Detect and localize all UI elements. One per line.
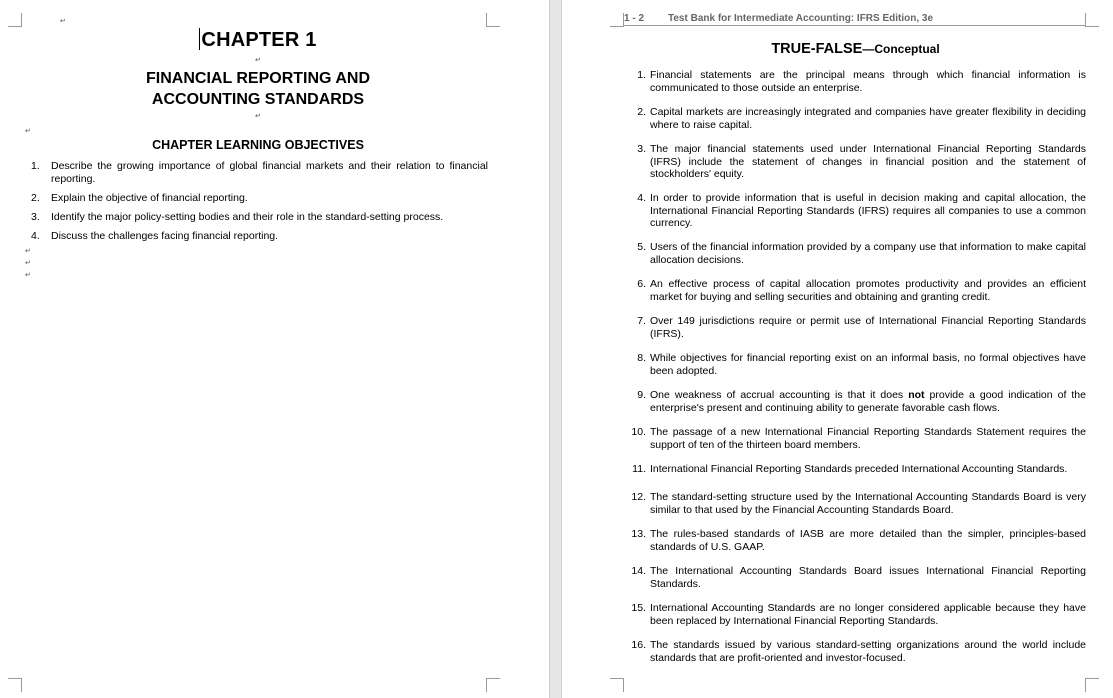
question-number: 6. <box>637 278 646 290</box>
question-number: 4. <box>637 192 646 204</box>
question-item[interactable] <box>624 639 1086 676</box>
crop-mark-top-right <box>486 13 500 27</box>
chapter-title-line-1: FINANCIAL REPORTING AND <box>146 70 370 87</box>
question-text: Users of the financial information provided by a company use that information to make capital allocation decisions. <box>650 241 1086 266</box>
objective-text: Discuss the challenges facing financial reporting. <box>51 230 279 242</box>
question-item[interactable] <box>624 528 1086 565</box>
question-text: Financial statements are the principal means through which financial information is communicated to those outside an enterprise. <box>650 69 1086 94</box>
crop-mark-top-right <box>1085 13 1099 27</box>
objective-number: 1. <box>31 160 40 172</box>
question-number: 15. <box>631 602 646 614</box>
question-text: International Financial Reporting Standards preceded International Accounting Standards. <box>650 463 1068 475</box>
question-text: The passage of a new International Financial Reporting Standards Statement requires the support of ten of the thirteen board members. <box>650 426 1086 451</box>
question-number: 10. <box>631 426 646 438</box>
document-page-left[interactable] <box>0 0 549 698</box>
chapter-title-line-2: ACCOUNTING STANDARDS <box>151 91 365 108</box>
section-heading[interactable] <box>624 40 1087 58</box>
question-text: Capital markets are increasingly integrated and companies have greater flexibility in deciding where to raise capital. <box>650 106 1086 131</box>
paragraph-mark: ↵ <box>255 57 261 64</box>
objectives-list <box>24 160 488 249</box>
question-item[interactable] <box>624 352 1086 389</box>
question-text: An effective process of capital allocation promotes productivity and provides an efficient market for buying and selling securities and obtaining and granting credit. <box>650 278 1086 303</box>
objective-text: Explain the objective of financial reporting. <box>51 192 248 204</box>
objective-item[interactable] <box>24 192 488 205</box>
crop-mark-top-left <box>610 13 624 27</box>
question-text: The standard-setting structure used by the International Accounting Standards Board is very similar to that used by the Financial Accounting Standards Board. <box>650 491 1086 516</box>
section-heading-sub: —Conceptual <box>862 42 940 56</box>
question-text: International Accounting Standards are no longer considered applicable because they have been replaced by International Financial Reporting Standards. <box>650 602 1086 627</box>
questions-list <box>624 69 1086 676</box>
objectives-heading[interactable]: CHAPTER LEARNING OBJECTIVES <box>152 138 364 152</box>
crop-mark-bottom-left <box>8 678 22 692</box>
question-number: 16. <box>631 639 646 651</box>
question-number: 9. <box>637 389 646 401</box>
paragraph-mark: ↵ <box>25 260 31 267</box>
objective-text: Describe the growing importance of global financial markets and their relation to financial reporting. <box>51 160 488 185</box>
question-number: 5. <box>637 241 646 253</box>
question-number: 3. <box>637 143 646 155</box>
question-number: 12. <box>631 491 646 503</box>
question-text: The major financial statements used under International Financial Reporting Standards (IFRS) include the statement of changes in financial position and the statement of stockholders' equity. <box>650 143 1086 180</box>
question-item[interactable] <box>624 69 1086 106</box>
question-number: 2. <box>637 106 646 118</box>
question-text: The International Accounting Standards Board issues International Financial Reporting Standards. <box>650 565 1086 590</box>
question-item[interactable] <box>624 463 1086 491</box>
paragraph-mark: ↵ <box>60 18 66 25</box>
question-number: 1. <box>637 69 646 81</box>
paragraph-mark: ↵ <box>25 128 31 135</box>
objective-item[interactable] <box>24 160 488 186</box>
question-text: In order to provide information that is useful in decision making and capital allocation, the International Financial Reporting Standards (IFRS) requires all companies to use a common currency. <box>650 192 1086 229</box>
objective-number: 3. <box>31 211 40 223</box>
question-item[interactable] <box>624 192 1086 241</box>
header-book-title[interactable]: Test Bank for Intermediate Accounting: IFRS Edition, 3e <box>668 13 934 24</box>
paragraph-mark: ↵ <box>25 248 31 255</box>
paragraph-mark: ↵ <box>255 113 261 120</box>
question-number: 13. <box>631 528 646 540</box>
question-item[interactable] <box>624 106 1086 143</box>
objective-item[interactable] <box>24 211 488 224</box>
document-page-right[interactable] <box>562 0 1113 698</box>
crop-mark-bottom-right <box>1085 678 1099 692</box>
question-item[interactable] <box>624 602 1086 639</box>
objective-item[interactable] <box>24 230 488 243</box>
header-page-number[interactable]: 1 - 2 <box>624 13 645 24</box>
question-text-after: provide a good indication of the enterprise's present and continuing ability to generate favorable cash flows. <box>650 389 1086 414</box>
question-item[interactable] <box>624 389 1086 426</box>
question-item[interactable] <box>624 491 1086 528</box>
chapter-title[interactable] <box>0 68 516 110</box>
question-item[interactable] <box>624 315 1086 352</box>
section-heading-main: TRUE-FALSE <box>771 41 863 57</box>
question-item[interactable] <box>624 278 1086 315</box>
question-item[interactable] <box>624 241 1086 278</box>
paragraph-mark: ↵ <box>25 272 31 279</box>
page-gap <box>549 0 562 698</box>
crop-mark-bottom-left <box>610 678 624 692</box>
objective-text: Identify the major policy-setting bodies and their role in the standard-setting process. <box>51 211 444 223</box>
question-number: 14. <box>631 565 646 577</box>
objective-number: 4. <box>31 230 40 242</box>
question-item[interactable] <box>624 426 1086 463</box>
question-text: While objectives for financial reporting exist on an informal basis, no formal objectives have been adopted. <box>650 352 1086 377</box>
question-item[interactable] <box>624 143 1086 192</box>
question-number: 8. <box>637 352 646 364</box>
question-item[interactable] <box>624 565 1086 602</box>
question-text-before: One weakness of accrual accounting is that it does <box>650 389 909 401</box>
crop-mark-bottom-right <box>486 678 500 692</box>
question-text-emphasis: not <box>908 389 925 401</box>
question-text: The standards issued by various standard-setting organizations around the world include standards that are profit-oriented and investor-focused. <box>650 639 1086 664</box>
objective-number: 2. <box>31 192 40 204</box>
chapter-number[interactable]: CHAPTER 1 <box>201 29 317 51</box>
question-text: Over 149 jurisdictions require or permit use of International Financial Reporting Standards (IFRS). <box>650 315 1086 340</box>
question-number: 11. <box>632 463 646 475</box>
crop-mark-top-left <box>8 13 22 27</box>
question-number: 7. <box>637 315 646 327</box>
question-text: The rules-based standards of IASB are more detailed than the simpler, principles-based standards of U.S. GAAP. <box>650 528 1086 553</box>
